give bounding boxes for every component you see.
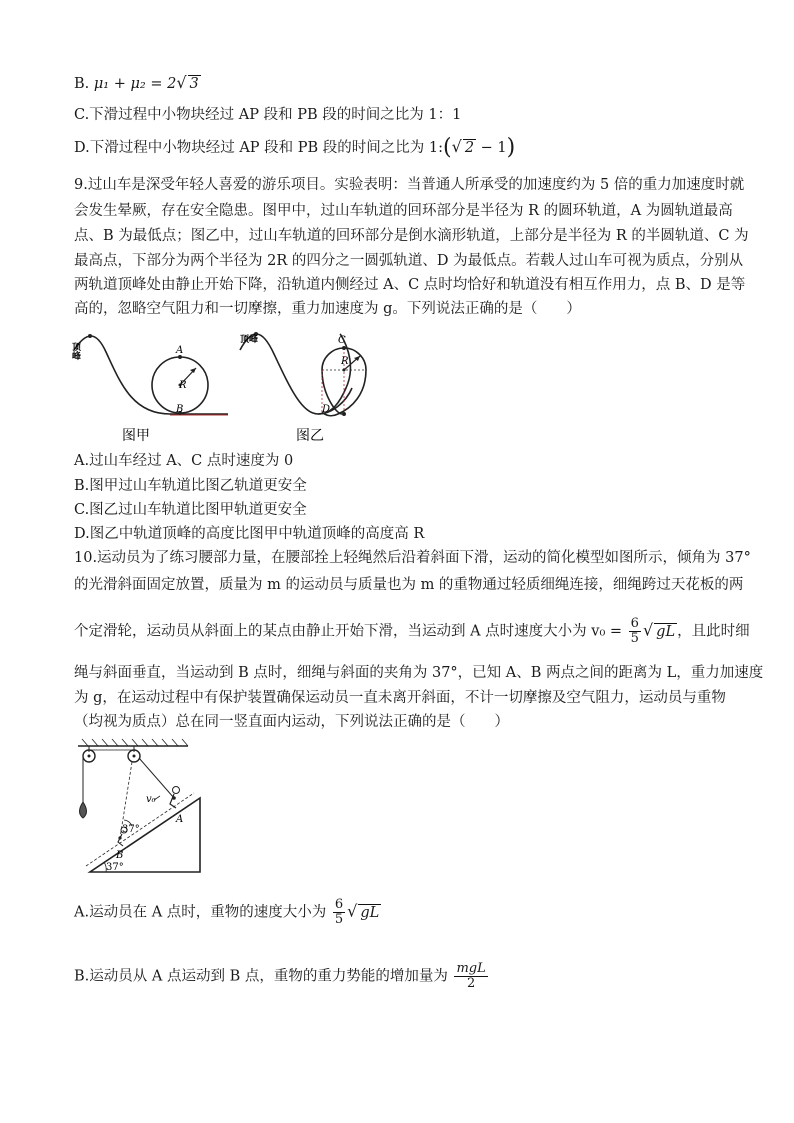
q9-stem-line: 两轨道顶峰处由静止开始下降，沿轨道内侧经过 A、C 点时均恰好和轨道没有相互作用力，点 B、D 是等 xyxy=(74,277,746,293)
q10-line3-pre: 个定滑轮，运动员从斜面上的某点由静止开始下滑，当运动到 A 点时速度大小为 v₀ = xyxy=(74,623,623,640)
fraction-numerator: mgL xyxy=(456,961,486,976)
q10-line3-fraction xyxy=(629,617,641,646)
q10-stem-line: （均视为质点）总在同一竖直面内运动，下列说法正确的是（ ） xyxy=(74,714,509,730)
q9-stem-line: 高的，忽略空气阻力和一切摩擦，重力加速度为 g。下列说法正确的是（ ） xyxy=(74,301,581,317)
angle-label-incline: 37° xyxy=(106,862,124,873)
point-a-label: A xyxy=(176,345,184,356)
point-d-label: D xyxy=(322,404,331,415)
radius-label-yi: R xyxy=(341,356,349,367)
peak-label-yi: 顶峰 xyxy=(240,335,259,345)
peak-label-jia: 顶峰 xyxy=(70,342,80,360)
q10-stem-line-with-formula: 个定滑轮，运动员从斜面上的某点由静止开始下滑，当运动到 A 点时速度大小为 v₀ = $\frac{6}{5}$ √ gL ，且此时细 xyxy=(74,616,750,646)
q9-option-a: A.过山车经过 A、C 点时速度为 0 xyxy=(74,453,294,469)
q9-option-d: D.图乙中轨道顶峰的高度比图甲中轨道顶峰的高度高 R xyxy=(74,526,425,542)
fraction-numerator: 6 xyxy=(334,897,344,912)
v0-label: v₀ xyxy=(146,794,156,805)
q8-option-d-text: D.下滑过程中小物块经过 AP 段和 PB 段的时间之比为 1: xyxy=(74,140,444,156)
q9-stem-line: 点、B 为最低点；图乙中，过山车轨道的回环部分是倒水滴形轨道，上部分是半径为 R 的半圆轨道、C 为 xyxy=(74,228,749,244)
q8-option-b-radicand: 3 xyxy=(189,76,199,92)
q10-line3-radicand: gL xyxy=(656,623,676,640)
figure-yi xyxy=(240,332,366,444)
figure-jia-caption: 图甲 xyxy=(122,428,150,444)
q8-option-d: D.下滑过程中小物块经过 AP 段和 PB 段的时间之比为 1:(√ 2 − 1) xyxy=(74,135,516,160)
q10-stem-line: 10.运动员为了练习腰部力量，在腰部拴上轻绳然后沿着斜面下滑，运动的简化模型如图所示，倾角为 37° xyxy=(74,550,751,566)
hanging-weight xyxy=(80,802,87,818)
figure-yi-caption: 图乙 xyxy=(296,428,324,444)
q10-stem-line: 绳与斜面垂直，当运动到 B 点时，细绳与斜面的夹角为 37°，已知 A、B 两点之间的距离为 L，重力加速度 xyxy=(74,665,764,681)
fraction-denominator: 5 xyxy=(334,912,344,927)
q10-option-b xyxy=(74,962,744,991)
q8-option-b-math: μ₁ + μ₂ = 2 xyxy=(93,76,177,92)
q10-option-a-fraction xyxy=(333,898,345,927)
q8-option-b: B. μ₁ + μ₂ = 2√ 3 xyxy=(74,73,199,92)
point-a-label: A xyxy=(176,814,184,825)
angle-label-rope: 37° xyxy=(122,824,140,835)
fraction-denominator: 5 xyxy=(630,631,639,646)
q10-line3-post: ，且此时细 xyxy=(677,623,750,640)
q9-stem-line: 会发生晕厥，存在安全隐患。图甲中，过山车轨道的回环部分是半径为 R 的圆环轨道，A 为圆轨道最高 xyxy=(74,203,733,219)
q10-option-b-text: B.运动员从 A 点运动到 B 点，重物的重力势能的增加量为 xyxy=(74,968,448,985)
point-b-label: B xyxy=(176,404,184,415)
q8-option-d-tail: − 1 xyxy=(476,140,507,156)
q9-stem-line: 最高点，下部分为两个半径为 2R 的四分之一圆弧轨道、D 为最低点。若载人过山车可视为质点，分别从 xyxy=(74,253,744,269)
fraction-numerator: 6 xyxy=(630,616,639,631)
q10-figure xyxy=(76,738,226,878)
q8-option-b-label: B. xyxy=(74,76,90,92)
q9-figure xyxy=(70,322,450,450)
q10-option-a-text: A.运动员在 A 点时，重物的速度大小为 xyxy=(74,904,327,921)
radius-label-jia: R xyxy=(179,380,187,391)
q8-option-c: C.下滑过程中小物块经过 AP 段和 PB 段的时间之比为 1：1 xyxy=(74,107,462,123)
q10-stem-line: 为 g，在运动过程中有保护装置确保运动员一直未离开斜面，不计一切摩擦及空气阻力，运动员与重物 xyxy=(74,690,726,706)
point-b-label: B xyxy=(116,850,124,861)
figure-jia xyxy=(70,334,228,444)
q9-stem-line: 9.过山车是深受年轻人喜爱的游乐项目。实验表明：当普通人所承受的加速度约为 5 倍的重力加速度时就 xyxy=(74,177,745,193)
q10-option-b-fraction xyxy=(454,962,487,991)
q9-option-b: B.图甲过山车轨道比图乙轨道更安全 xyxy=(74,478,307,494)
q10-option-a-radicand: gL xyxy=(360,904,380,921)
point-c-label: C xyxy=(338,335,346,346)
incline xyxy=(90,798,200,872)
q8-option-d-radicand: 2 xyxy=(464,140,475,156)
q10-option-a: A.运动员在 A 点时，重物的速度大小为 $\frac{6}{5}$ √ gL xyxy=(74,897,380,927)
fraction-denominator: 2 xyxy=(466,976,476,991)
q9-option-c: C.图乙过山车轨道比图甲轨道更安全 xyxy=(74,502,307,518)
q10-stem-line: 的光滑斜面固定放置，质量为 m 的运动员与质量也为 m 的重物通过轻质细绳连接，细绳跨过天花板的两 xyxy=(74,577,744,593)
